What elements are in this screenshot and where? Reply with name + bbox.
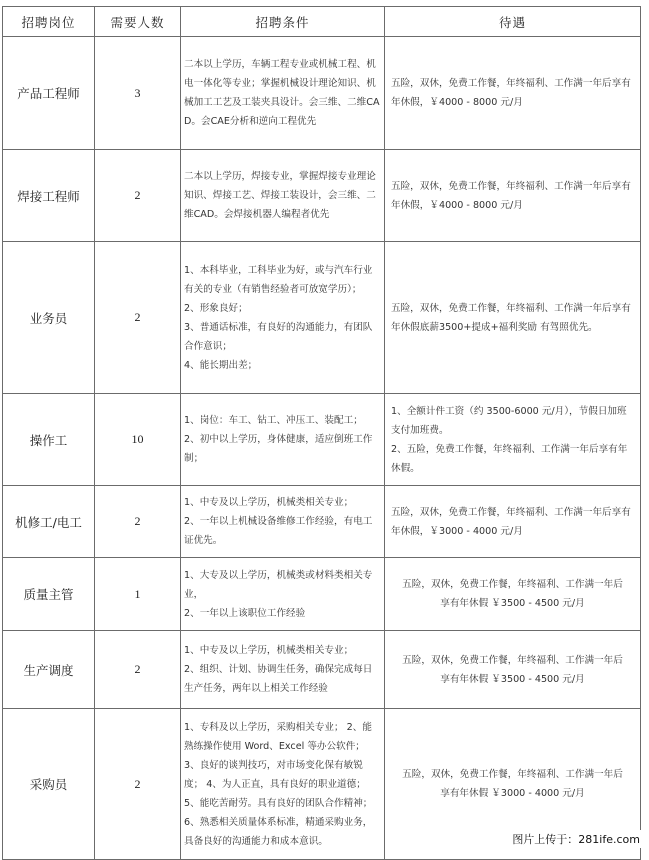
table-row: [3, 37, 641, 150]
count-cell: 10: [95, 394, 181, 486]
requirements-cell: [181, 150, 385, 242]
requirement-line: 二本以上学历，车辆工程专业或机械工程、机电一体化等专业；掌握机械设计理论知识、机械加工工艺及工装夹具设计。会三维、二维CAD。会CAE分析和逆向工程优先: [184, 59, 380, 127]
benefit-line: 享有年休假 ￥3000 - 4000 元/月: [440, 788, 585, 799]
benefit-line: 2、五险，免费工作餐，年终福利、工作满一年后享有年休假。: [391, 443, 628, 474]
count-cell: 1: [95, 558, 181, 631]
position-cell: 机修工/电工: [3, 486, 95, 558]
count-cell: 2: [95, 709, 181, 860]
count-cell: 2: [95, 486, 181, 558]
requirement-line: 1、中专及以上学历，机械类相关专业；: [184, 645, 354, 656]
requirements-cell: [181, 394, 385, 486]
requirement-line: 1、大专及以上学历，机械类或材料类相关专业，: [184, 569, 373, 600]
upload-watermark: 图片上传于：281ife.com: [509, 830, 643, 848]
requirements-cell: [181, 486, 385, 558]
table-row: [3, 558, 641, 631]
requirement-line: 2、组织、计划、协调生任务，确保完成每日生产任务，两年以上相关工作经验: [184, 664, 373, 694]
requirement-line: 二本以上学历，焊接专业，掌握焊接专业理论知识、焊接工艺、焊接工装设计，会三维、二维CAD。会焊接机器人编程者优先: [184, 171, 376, 220]
benefit-line: 1、全额计件工资（约 3500-6000 元/月），节假日加班支付加班费。: [391, 405, 627, 436]
benefit-line: 五险，双休，免费工作餐，年终福利、工作满一年后享有年休假，￥4000 - 8000 元/月: [391, 78, 631, 108]
benefits-cell: [385, 558, 641, 631]
benefit-line: 五险，双休，免费工作餐，年终福利、工作满一年后享有年休假，￥3000 - 4000 元/月: [391, 506, 631, 537]
benefits-cell: [385, 242, 641, 394]
benefit-line: 五险，双休，免费工作餐，年终福利、工作满一年后: [402, 769, 623, 780]
count-cell: 2: [95, 242, 181, 394]
recruitment-table: [2, 6, 641, 860]
benefit-line: 五险，双休，免费工作餐，年终福利、工作满一年后: [402, 579, 623, 590]
requirement-line: 1、中专及以上学历，机械类相关专业；: [184, 497, 354, 508]
position-cell: 质量主管: [3, 558, 95, 631]
benefit-line: 五险，双休，免费工作餐，年终福利、工作满一年后享有年休假，￥4000 - 8000 元/月: [391, 180, 631, 211]
benefits-cell: [385, 37, 641, 150]
position-cell: 业务员: [3, 242, 95, 394]
position-cell: 操作工: [3, 394, 95, 486]
requirements-cell: [181, 242, 385, 394]
requirement-line: 2、形象良好；: [184, 302, 248, 314]
benefit-line: 享有年休假 ￥3500 - 4500 元/月: [440, 598, 585, 609]
benefit-line: 五险，双休，免费工作餐，年终福利、工作满一年后: [402, 654, 623, 666]
header-benefits: 待遇: [385, 7, 641, 37]
header-count: 需要人数: [95, 7, 181, 37]
requirement-line: 2、一年以上该职位工作经验: [184, 607, 306, 619]
table-row: [3, 394, 641, 486]
requirement-line: 1、专科及以上学历，采购相关专业； 2、能熟练操作使用 Word、Excel 等办公软件； 3、良好的谈判技巧，对市场变化保有敏锐度； 4、为人正直，具有良好的职业道德； 5、能吃苦耐劳。具有良好的团队合作精神； 6、熟悉相关质量体系标准，精通采购业务，具备良好的沟通能力和成本意识。: [184, 721, 373, 847]
count-cell: 2: [95, 631, 181, 709]
position-cell: 生产调度: [3, 631, 95, 709]
count-cell: 3: [95, 37, 181, 150]
requirement-line: 2、初中以上学历，身体健康，适应倒班工作制；: [184, 434, 373, 464]
table-row: [3, 150, 641, 242]
position-cell: 产品工程师: [3, 37, 95, 150]
requirements-cell: [181, 631, 385, 709]
table-row: [3, 631, 641, 709]
benefit-line: 享有年休假 ￥3500 - 4500 元/月: [440, 673, 585, 685]
benefits-cell: [385, 486, 641, 558]
requirements-cell: [181, 558, 385, 631]
requirement-line: 3、普通话标准，有良好的沟通能力，有团队合作意识；: [184, 321, 373, 352]
benefits-cell: [385, 150, 641, 242]
header-position: 招聘岗位: [3, 7, 95, 37]
table-row: [3, 486, 641, 558]
benefit-line: 五险，双休，免费工作餐，年终福利、工作满一年后享有年休假底薪3500+提成+福利奖励 有驾照优先。: [391, 302, 631, 333]
requirement-line: 1、岗位：车工、钻工、冲压工、装配工；: [184, 415, 363, 426]
requirements-cell: [181, 709, 385, 860]
header-requirements: 招聘条件: [181, 7, 385, 37]
requirement-line: 2、一年以上机械设备维修工作经验，有电工证优先。: [184, 516, 373, 546]
requirement-line: 1、本科毕业，工科毕业为好，或与汽车行业有关的专业（有销售经验者可放宽学历）；: [184, 264, 373, 295]
benefits-cell: [385, 631, 641, 709]
position-cell: 采购员: [3, 709, 95, 860]
requirement-line: 4、能长期出差；: [184, 359, 258, 371]
benefits-cell: [385, 394, 641, 486]
position-cell: 焊接工程师: [3, 150, 95, 242]
table-header-row: [3, 7, 641, 37]
requirements-cell: [181, 37, 385, 150]
table-row: [3, 242, 641, 394]
count-cell: 2: [95, 150, 181, 242]
